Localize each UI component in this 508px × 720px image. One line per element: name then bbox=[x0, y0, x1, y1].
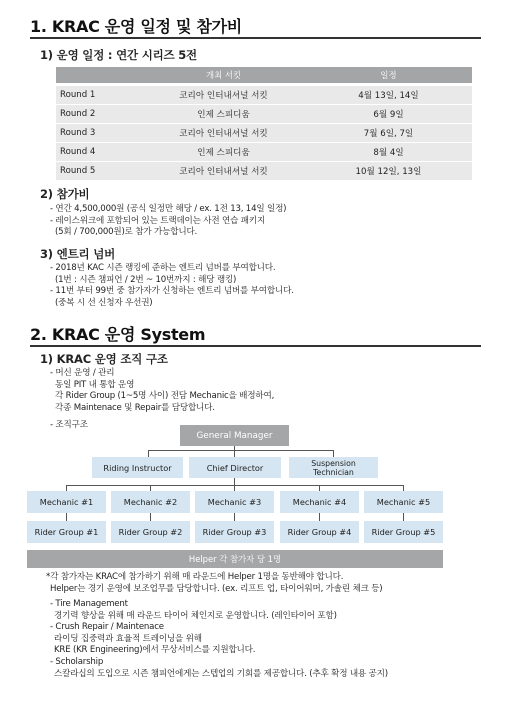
round-cell: Round 5 bbox=[60, 165, 96, 176]
org-line: 동일 PIT 내 통합 운영 bbox=[55, 379, 135, 390]
org-heading: 1) KRAC 운영 조직 구조 bbox=[40, 352, 168, 366]
mechanic-box: Mechanic #3 bbox=[195, 491, 274, 513]
connector bbox=[234, 513, 235, 521]
venue-cell: 인제 스피디움 bbox=[197, 109, 250, 120]
connector bbox=[148, 450, 149, 457]
venue-cell: 코리아 인터내셔널 서킷 bbox=[179, 90, 268, 101]
entry-line: (1번 : 시즌 챔피언 / 2번 ~ 10번까지 : 해당 랭킹) bbox=[55, 274, 237, 285]
service-line: 스칼라십의 도입으로 시즌 챔피언에게는 스텝업의 기회를 제공합니다. (추후 확정 내용 공지) bbox=[54, 668, 388, 679]
table-row bbox=[56, 105, 472, 123]
suspension-technician-box: Suspension Technician bbox=[289, 457, 378, 478]
fee-line: - 레이스위크에 포함되어 있는 트랙데이는 사전 연습 패키지 bbox=[50, 215, 266, 226]
connector bbox=[403, 513, 404, 521]
connector bbox=[234, 445, 235, 457]
service-line: - Tire Management bbox=[50, 599, 128, 609]
round-cell: Round 4 bbox=[60, 146, 96, 157]
note-line: Helper는 경기 운영에 보조업무를 담당합니다. (ex. 리프트 업, 타이어워머, 가솔린 체크 등) bbox=[50, 583, 383, 594]
fee-line: - 연간 4,500,000원 (공식 일정만 해당 / ex. 1전 13, 14일 일정) bbox=[50, 204, 287, 214]
mechanic-box: Mechanic #5 bbox=[364, 491, 443, 513]
round-cell: Round 1 bbox=[60, 89, 96, 100]
rider-group-box: Rider Group #4 bbox=[280, 521, 359, 543]
rider-group-box: Rider Group #5 bbox=[364, 521, 443, 543]
service-line: - Crush Repair / Maintenace bbox=[50, 622, 164, 633]
table-row bbox=[56, 86, 472, 104]
table-row bbox=[56, 143, 472, 161]
chief-director-box: Chief Director bbox=[189, 457, 281, 478]
venue-cell: 코리아 인터내셔널 서킷 bbox=[179, 166, 268, 177]
helper-notes bbox=[46, 572, 382, 595]
org-line: 각 Rider Group (1~5명 사이) 전담 Mechanic을 배정하여, bbox=[55, 391, 275, 402]
service-line: - Scholarship bbox=[50, 656, 104, 667]
rider-group-box: Rider Group #2 bbox=[111, 521, 190, 543]
round-cell: Round 2 bbox=[60, 108, 96, 119]
fee-body bbox=[50, 204, 286, 239]
section1-title: 1. KRAC 운영 일정 및 참가비 bbox=[30, 17, 242, 36]
round-cell: Round 3 bbox=[60, 127, 96, 138]
fee-heading: 2) 참가비 bbox=[40, 187, 90, 201]
entry-body bbox=[50, 263, 294, 309]
helper-bar: Helper 각 참가자 당 1명 bbox=[27, 550, 443, 568]
col-date-header: 일정 bbox=[380, 70, 397, 80]
schedule-table bbox=[56, 67, 472, 180]
note-line: *각 참가자는 KRAC에 참가하기 위해 매 라운드에 Helper 1명을 동반해야 합니다. bbox=[46, 572, 344, 582]
entry-line: - 11번 부터 99번 중 참가자가 신청하는 엔트리 넘버를 부여합니다. bbox=[50, 286, 294, 297]
connector bbox=[150, 513, 151, 521]
entry-line: (중복 시 선 신청자 우선권) bbox=[55, 297, 153, 308]
general-manager-box: General Manager bbox=[180, 425, 289, 446]
org-line: - 머신 운영 / 관리 bbox=[50, 368, 115, 378]
section1-divider bbox=[30, 37, 481, 39]
mechanic-box: Mechanic #4 bbox=[280, 491, 359, 513]
connector bbox=[319, 513, 320, 521]
entry-heading: 3) 엔트리 넘버 bbox=[40, 247, 116, 261]
table-row bbox=[56, 124, 472, 142]
col-venue-header: 개최 서킷 bbox=[205, 70, 242, 80]
riding-instructor-box: Riding Instructor bbox=[92, 457, 183, 478]
date-cell: 7월 6일, 7일 bbox=[363, 128, 414, 139]
connector bbox=[66, 513, 67, 521]
table-row bbox=[56, 162, 472, 180]
connector bbox=[66, 485, 404, 486]
connector bbox=[333, 450, 334, 457]
org-line: 각종 Maintenace 및 Repair를 담당합니다. bbox=[55, 402, 215, 413]
service-list bbox=[50, 599, 388, 680]
org-body bbox=[50, 368, 274, 414]
date-cell: 8월 4일 bbox=[373, 147, 404, 158]
venue-cell: 코리아 인터내셔널 서킷 bbox=[179, 128, 268, 139]
connector bbox=[148, 450, 334, 451]
date-cell: 10월 12일, 13일 bbox=[355, 166, 422, 177]
service-line: 라이딩 집중력과 효율적 트레이닝을 위해 bbox=[54, 633, 202, 644]
schedule-heading: 1) 운영 일정 : 연간 시리즈 5전 bbox=[40, 48, 197, 62]
date-cell: 6월 9일 bbox=[373, 109, 404, 120]
schedule-table-header bbox=[56, 67, 472, 83]
rider-group-box: Rider Group #1 bbox=[27, 521, 106, 543]
rider-group-box: Rider Group #3 bbox=[195, 521, 274, 543]
mechanic-box: Mechanic #2 bbox=[111, 491, 190, 513]
service-line: 경기력 향상을 위해 매 라운드 타이어 체인지로 운영합니다. (레인타이어 포함) bbox=[54, 610, 337, 621]
fee-line: (5회 / 700,000원)로 참가 가능합니다. bbox=[55, 227, 198, 238]
venue-cell: 인제 스피디움 bbox=[197, 147, 250, 158]
entry-line: - 2018년 KAC 시즌 랭킹에 준하는 엔트리 넘버를 부여합니다. bbox=[50, 263, 276, 273]
section2-title: 2. KRAC 운영 System bbox=[30, 325, 206, 344]
date-cell: 4월 13일, 14일 bbox=[358, 90, 419, 101]
mechanic-box: Mechanic #1 bbox=[27, 491, 106, 513]
org-chart-label: - 조직구조 bbox=[50, 420, 88, 430]
section2-divider bbox=[30, 345, 481, 347]
service-line: KRE (KR Engineering)에서 무상서비스를 지원합니다. bbox=[54, 645, 256, 656]
